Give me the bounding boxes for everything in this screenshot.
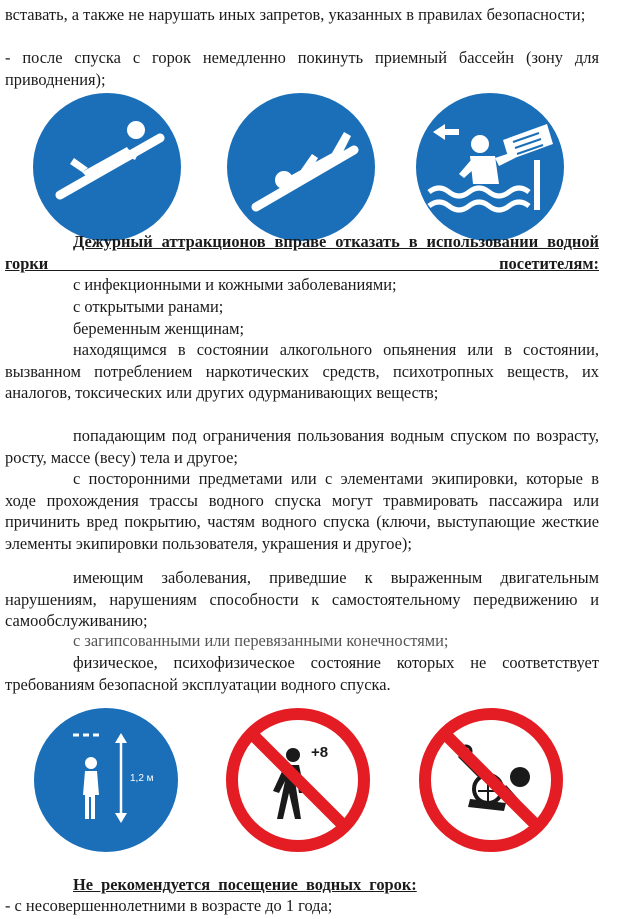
slide-lying-on-back-icon xyxy=(226,92,376,242)
height-label: 1,2 м xyxy=(130,773,154,784)
refusal-item-3: беременным женщинам; xyxy=(73,319,245,338)
slide-lying-on-back-sign xyxy=(226,92,376,242)
top-paragraph-1: вставать, а также не нарушать иных запретов, указанных в правилах безопасности; xyxy=(5,5,586,24)
slide-lying-face-down-icon xyxy=(32,92,182,242)
recommend-heading: Не рекомендуется посещение водных горок: xyxy=(73,875,417,894)
slide-lying-face-down-sign xyxy=(32,92,182,242)
no-children-sign xyxy=(225,707,371,853)
refusal-item-6: с посторонними предметами или с элементами экипировки, которые в ходе прохождения трассы водного спуска могут травмировать пассажира или причинить вред покрытию, частям водного спуска (ключи, выступающие жесткие элементы экипировки пользователя, украшения и другое); xyxy=(5,469,599,553)
refusal-item-5: попадающим под ограничения пользования водным спуском по возрасту, росту, массе (весу) тела и другое; xyxy=(5,426,599,467)
refusal-item-8: с загипсованными или перевязанными конечностями; xyxy=(73,631,449,650)
no-sharp-objects-sign xyxy=(418,707,564,853)
refusal-item-2: с открытыми ранами; xyxy=(73,297,224,316)
refusal-item-1: с инфекционными и кожными заболеваниями; xyxy=(73,275,397,294)
age-label: +8 xyxy=(311,744,329,761)
exit-pool-after-slide-icon xyxy=(415,92,565,242)
no-children-under-8-icon xyxy=(225,707,371,853)
exit-pool-sign xyxy=(415,92,565,242)
refusal-item-7: имеющим заболевания, приведшие к выраженным двигательным нарушениям, нарушениям способности к самостоятельному передвижению и самообслуживанию; xyxy=(5,568,599,631)
refusal-heading: Дежурный аттракционов вправе отказать в использовании водной горки посетителям: xyxy=(5,232,599,273)
recommend-item-1: - с несовершеннолетними в возрасте до 1 года; xyxy=(5,896,333,915)
minimum-height-sign xyxy=(33,707,179,853)
no-sharp-objects-icon xyxy=(418,707,564,853)
refusal-item-9: физическое, психофизическое состояние которых не соответствует требованиям безопасной эксплуатации водного спуска. xyxy=(5,653,599,694)
minimum-height-icon xyxy=(33,707,179,853)
top-paragraph-2: - после спуска с горок немедленно покинуть приемный бассейн (зону для приводнения); xyxy=(5,48,599,89)
refusal-item-4: находящимся в состоянии алкогольного опьянения или в состоянии, вызванном потреблением наркотических средств, психотропных веществ, их аналогов, токсических или других одурманивающих веществ; xyxy=(5,340,599,403)
